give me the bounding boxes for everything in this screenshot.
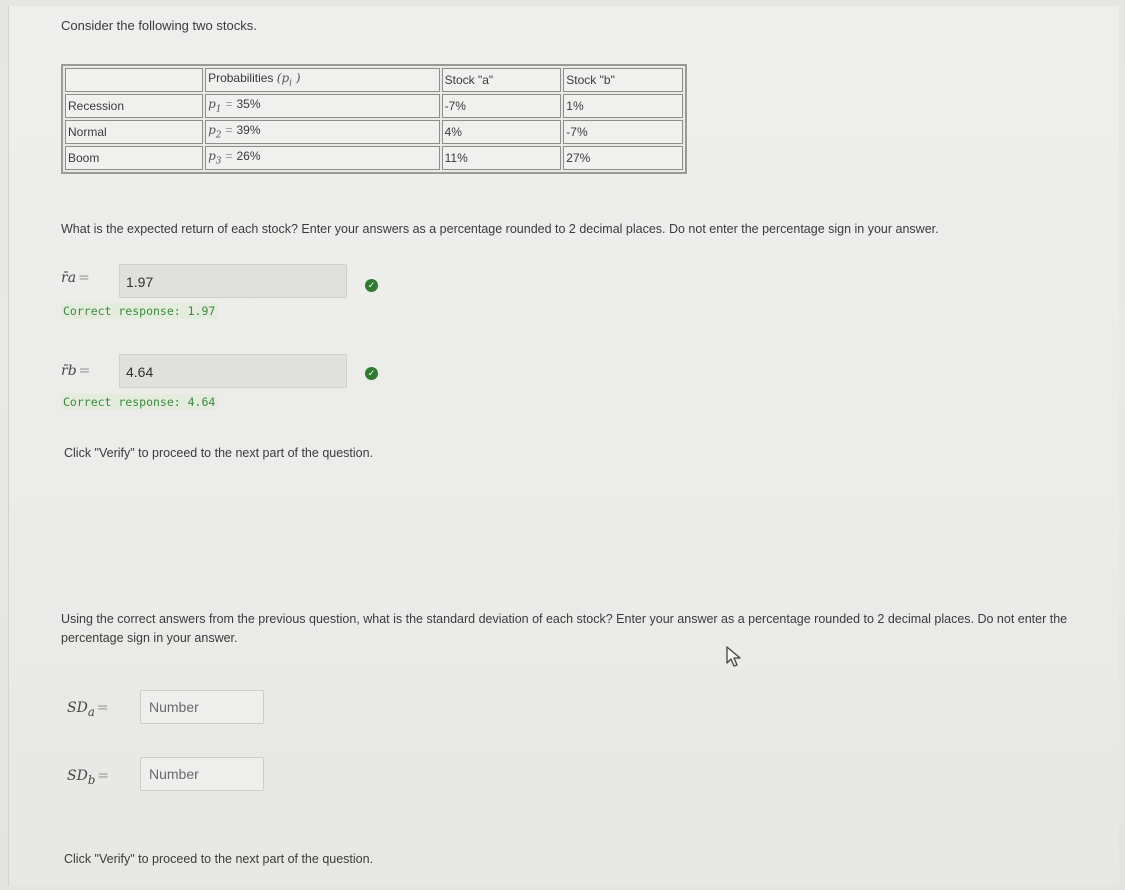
table-header-row xyxy=(65,68,683,92)
correct-check-icon: ✓ xyxy=(365,279,378,292)
stock-b-cell: 27% xyxy=(563,146,683,170)
probability-cell: $p_2 = 39\%$ xyxy=(205,120,440,144)
question-1-text: What is the expected return of each stock? Enter your answers as a percentage rounded to 2 decimal places. Do not enter the percentage sign in your answer. xyxy=(61,222,939,236)
rb-answer-field[interactable]: 4.64 xyxy=(119,354,347,388)
table-row xyxy=(65,146,683,170)
rb-label: r̄b = xyxy=(61,363,91,379)
sdb-number-input[interactable] xyxy=(140,757,264,791)
sda-number-input[interactable] xyxy=(140,690,264,724)
probability-symbol: ($p_i$ ) xyxy=(276,71,301,89)
sda-label: $SD_a$ = xyxy=(67,700,109,719)
stocks-table xyxy=(61,64,687,174)
stock-a-cell: 11% xyxy=(442,146,562,170)
question-page xyxy=(8,6,1119,886)
table-header-probabilities: Probabilities ($p_i$ ) xyxy=(205,68,440,92)
stock-a-cell: 4% xyxy=(442,120,562,144)
stock-a-cell: -7% xyxy=(442,94,562,118)
mouse-pointer-icon xyxy=(725,646,743,673)
question-2-text: Using the correct answers from the previous question, what is the standard deviation of each stock? Enter your answer as a percentage rounded to 2 decimal places. Do not enter the percentage sign in your answer. xyxy=(61,612,1068,645)
rb-correct-response: Correct response: 4.64 xyxy=(63,395,216,409)
probability-cell: $p_3 = 26\%$ xyxy=(205,146,440,170)
correct-check-icon: ✓ xyxy=(365,367,378,380)
state-cell: Boom xyxy=(65,146,203,170)
stock-b-cell: -7% xyxy=(563,120,683,144)
table-header-stock-b: Stock "b" xyxy=(563,68,683,92)
intro-text: Consider the following two stocks. xyxy=(61,18,257,33)
verify-instruction-1: Click "Verify" to proceed to the next part of the question. xyxy=(64,446,374,460)
table-row xyxy=(65,120,683,144)
probability-cell: $p_1 = 35\%$ xyxy=(205,94,440,118)
stock-b-cell: 1% xyxy=(563,94,683,118)
ra-answer-field[interactable]: 1.97 xyxy=(119,264,347,298)
state-cell: Recession xyxy=(65,94,203,118)
table-header-empty xyxy=(65,68,203,92)
ra-correct-response: Correct response: 1.97 xyxy=(63,304,216,318)
verify-instruction-2: Click "Verify" to proceed to the next part of the question. xyxy=(64,852,374,866)
sdb-label: $SD_b$ = xyxy=(67,768,110,787)
table-row xyxy=(65,94,683,118)
table-header-stock-a: Stock "a" xyxy=(442,68,562,92)
ra-label: r̄a = xyxy=(61,270,90,286)
state-cell: Normal xyxy=(65,120,203,144)
